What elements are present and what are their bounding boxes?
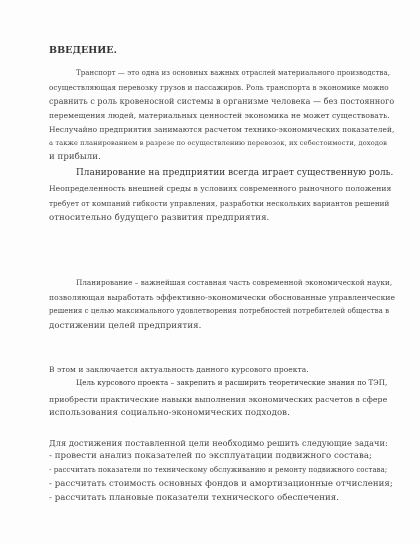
paragraph-line: Планирование – важнейшая составная часть современной экономической науки, (76, 278, 393, 287)
paragraph-line: - провести анализ показателей по эксплуатации подвижного состава; (49, 451, 372, 461)
paragraph-line: решения с целью максимального удовлетворения потребностей потребителей общества в (49, 307, 390, 315)
paragraph-line: относительно будущего развития предприятия. (49, 213, 270, 223)
paragraph-line: - рассчитать стоимость основных фондов и амортизационные отчисления; (49, 479, 393, 489)
paragraph-line: - рассчитать показатели по техническому обслуживанию и ремонту подвижного состава; (49, 466, 388, 474)
document-heading: ВВЕДЕНИЕ. (49, 45, 117, 56)
paragraph-line: приобрести практические навыки выполнения экономических расчетов в сфере (49, 395, 388, 404)
paragraph-line: перемещения людей, материальных ценностей экономика не может существовать. (49, 111, 390, 120)
paragraph-line: а также планированием в разрезе по осуществлению перевозок, их себестоимости, доходов (49, 139, 387, 147)
paragraph-line: позволяющая выработать эффективно-экономически обоснованные управленческие (49, 293, 395, 302)
paragraph-line: требует от компаний гибкости управления, разработки нескольких вариантов решений (49, 199, 390, 208)
paragraph-line: достижении целей предприятия. (49, 321, 202, 331)
paragraph-line: сравнить с роль кровеносной системы в организме человека — без постоянного (49, 97, 395, 106)
paragraph-line: Транспорт — это одна из основных важных отраслей материального производства, (76, 69, 391, 77)
paragraph-line: В этом и заключается актуальность данного курсового проекта. (49, 365, 309, 374)
paragraph-line: - рассчитать плановые показатели технического обеспечения. (49, 493, 340, 503)
paragraph-line: использования социально-экономических подходов. (49, 408, 290, 418)
paragraph-line: и прибыли. (49, 152, 101, 162)
paragraph-line: Неслучайно предприятия занимаются расчетом технико-экономических показателей, (49, 125, 395, 134)
paragraph-line: Цель курсового проекта – закрепить и расширить теоретические знания по ТЭП, (76, 378, 388, 387)
paragraph-line: осуществляющая перевозку грузов и пассажиров. Роль транспорта в экономике можно (49, 83, 389, 92)
paragraph-line: Для достижения поставленной цели необходимо решить следующие задачи: (49, 438, 388, 448)
paragraph-line: Неопределенность внешней среды в условиях современного рыночного положения (49, 184, 392, 193)
paragraph-line: Планирование на предприятии всегда играет существенную роль. (76, 168, 394, 178)
